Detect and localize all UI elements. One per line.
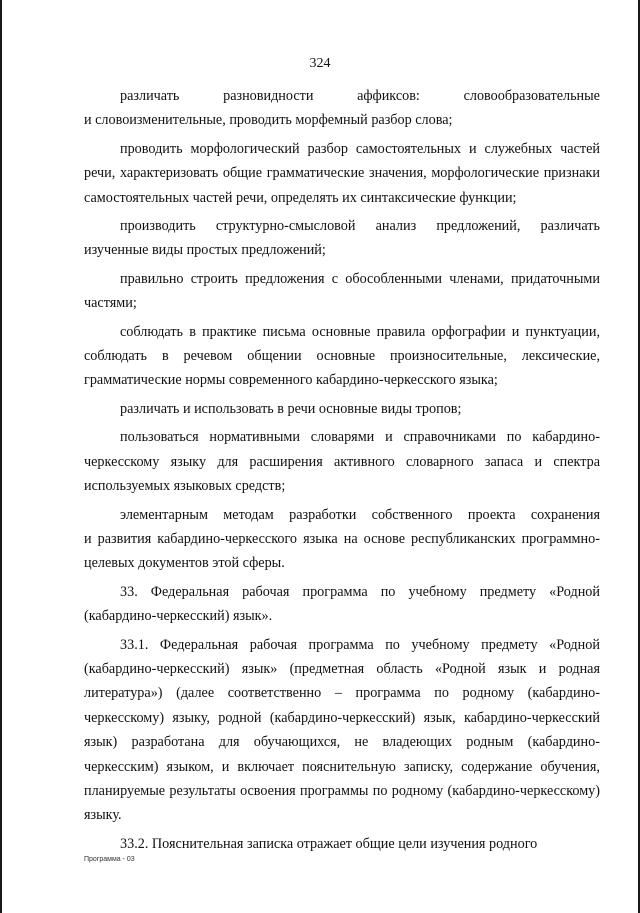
paragraph-line: 33.2. Пояснительная записка отражает общие цели изучения родного [120, 835, 538, 852]
document-body [84, 84, 600, 856]
paragraph-line: частями; [84, 295, 137, 312]
paragraph-line: различать разновидности аффиксов: словообразовательные [120, 88, 600, 104]
paragraph-line: литература») (далее соответственно – программа по родному (кабардино- [84, 685, 600, 702]
paragraph-line: правильно строить предложения с обособленными членами, придаточными [120, 270, 600, 287]
paragraph-line: производить структурно-смысловой анализ предложений, различать [120, 218, 600, 235]
paragraph-line: 33.1. Федеральная рабочая программа по учебному предмету «Родной [120, 636, 600, 653]
paragraph-line: используемых языковых средств; [84, 478, 286, 495]
paragraph-line: соблюдать в практике письма основные правила орфографии и пунктуации, [120, 323, 600, 340]
paragraph-line: соблюдать в речевом общении основные произносительные, лексические, [84, 348, 600, 365]
paragraph-line: речи, характеризовать общие грамматические значения, морфологические признаки [84, 165, 600, 182]
paragraph-line: самостоятельных частей речи, определять их синтаксические функции; [84, 189, 517, 206]
paragraph [84, 320, 600, 393]
paragraph-line: проводить морфологический разбор самостоятельных и служебных частей [120, 140, 600, 157]
paragraph-line: и развития кабардино-черкесского языка на основе республиканских программно- [84, 530, 600, 547]
paragraph-line: черкесским) языком, и включает пояснительную записку, содержание обучения, [84, 758, 600, 775]
paragraph-line: языку. [84, 807, 122, 824]
paragraph [84, 137, 600, 210]
paragraph-line: и словоизменительные, проводить морфемный разбор слова; [84, 112, 453, 129]
page-number: 324 [309, 56, 331, 71]
paragraph-line: (кабардино-черкесский) язык». [84, 608, 273, 625]
paragraph [84, 84, 600, 133]
paragraph [84, 425, 600, 498]
paragraph [84, 397, 600, 421]
paragraph-line: (кабардино-черкесский) язык» (предметная область «Родной язык и родная [84, 660, 600, 677]
paragraph [84, 832, 600, 856]
paragraph [84, 633, 600, 828]
paragraph-line: различать и использовать в речи основные виды тропов; [120, 400, 462, 417]
paragraph-line: изученные виды простых предложений; [84, 242, 326, 259]
paragraph-line: 33. Федеральная рабочая программа по учебному предмету «Родной [120, 583, 600, 600]
paragraph-line: элементарным методам разработки собственного проекта сохранения [120, 506, 600, 523]
paragraph-line: планируемые результаты освоения программы по родному (кабардино-черкесскому) [84, 782, 600, 799]
paragraph [84, 267, 600, 316]
paragraph-line: черкесскому) языку, родной (кабардино-черкесский) язык, кабардино-черкесский [84, 709, 600, 726]
paragraph-line: черкесскому языку для расширения активного словарного запаса и спектра [84, 453, 600, 470]
page-footer: Программа - 03 [84, 856, 135, 863]
paragraph-line: пользоваться нормативными словарями и справочниками по кабардино- [120, 429, 600, 446]
paragraph-line: язык) разработана для обучающихся, не владеющих родным (кабардино- [84, 734, 600, 751]
paragraph [84, 503, 600, 576]
paragraph [84, 580, 600, 629]
paragraph-line: целевых документов этой сферы. [84, 555, 285, 572]
paragraph-line: грамматические нормы современного кабардино-черкесского языка; [84, 372, 498, 389]
paragraph [84, 214, 600, 263]
